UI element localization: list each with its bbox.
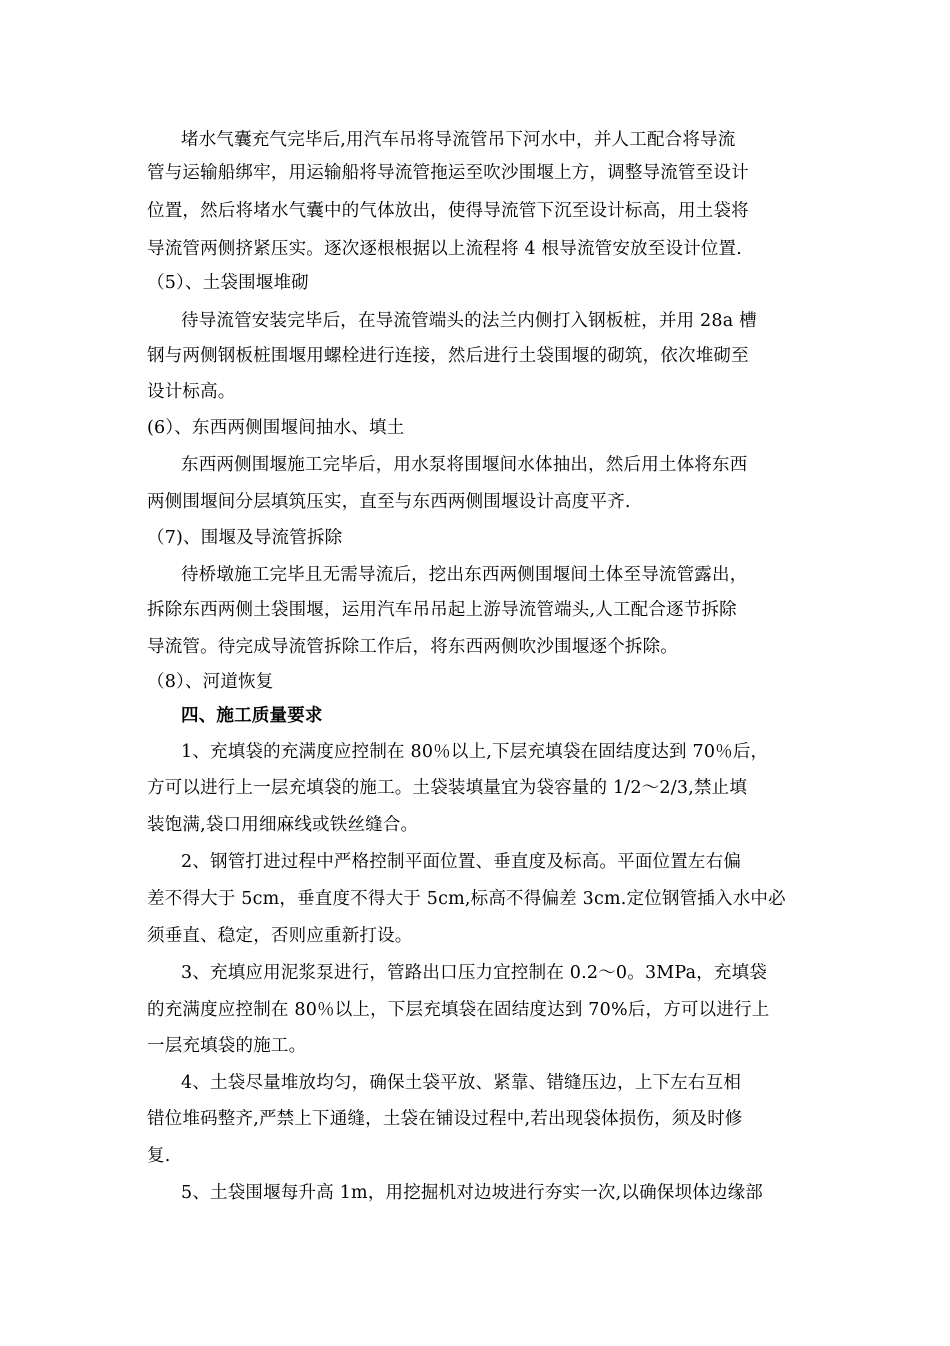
text-line: 方可以进行上一层充填袋的施工。土袋装填量宜为袋容量的 1/2～2/3,禁止填 <box>147 778 748 798</box>
text-line: 5、土袋围堰每升高 1m，用挖掘机对边坡进行夯实一次,以确保坝体边缘部 <box>181 1183 763 1203</box>
chapter-heading: 四、施工质量要求 <box>181 706 323 726</box>
section-heading: （8）、河道恢复 <box>147 672 274 692</box>
text-line: 管与运输船绑牢，用运输船将导流管拖运至吹沙围堰上方，调整导流管至设计 <box>147 163 749 183</box>
text-line: 堵水气囊充气完毕后,用汽车吊将导流管吊下河水中，并人工配合将导流 <box>181 130 736 150</box>
text-line: 复. <box>147 1146 171 1166</box>
text-line: 导流管。待完成导流管拆除工作后，将东西两侧吹沙围堰逐个拆除。 <box>147 637 678 657</box>
section-heading: （5）、土袋围堰堆砌 <box>147 273 309 293</box>
text-line: 设计标高。 <box>147 382 236 402</box>
text-line: 拆除东西两侧土袋围堰，运用汽车吊吊起上游导流管端头,人工配合逐节拆除 <box>147 600 737 620</box>
text-line: 钢与两侧钢板桩围堰用螺栓进行连接，然后进行土袋围堰的砌筑，依次堆砌至 <box>147 346 749 366</box>
text-line: 须垂直、稳定，否则应重新打设。 <box>147 926 413 946</box>
section-heading: （7)、围堰及导流管拆除 <box>147 528 343 548</box>
text-line: 一层充填袋的施工。 <box>147 1036 307 1056</box>
text-line: 2、钢管打进过程中严格控制平面位置、垂直度及标高。平面位置左右偏 <box>181 852 742 872</box>
text-line: 东西两侧围堰施工完毕后，用水泵将围堰间水体抽出，然后用土体将东西 <box>181 455 748 475</box>
text-line: 导流管两侧挤紧压实。逐次逐根根据以上流程将 4 根导流管安放至设计位置. <box>147 239 743 259</box>
text-line: 两侧围堰间分层填筑压实，直至与东西两侧围堰设计高度平齐. <box>147 492 631 512</box>
text-line: 待导流管安装完毕后，在导流管端头的法兰内侧打入钢板桩，并用 28a 槽 <box>181 311 757 331</box>
text-line: 装饱满,袋口用细麻线或铁丝缝合。 <box>147 815 419 835</box>
text-line: 的充满度应控制在 80％以上，下层充填袋在固结度达到 70%后，方可以进行上 <box>147 1000 770 1020</box>
text-line: 位置，然后将堵水气囊中的气体放出，使得导流管下沉至设计标高，用土袋将 <box>147 201 749 221</box>
text-line: 1、充填袋的充满度应控制在 80％以上,下层充填袋在固结度达到 70％后， <box>181 742 769 762</box>
text-line: 差不得大于 5cm，垂直度不得大于 5cm,标高不得偏差 3cm.定位钢管插入水中必 <box>147 889 786 909</box>
section-heading: (6）、东西两侧围堰间抽水、填土 <box>147 418 405 438</box>
text-line: 4、土袋尽量堆放均匀，确保土袋平放、紧靠、错缝压边，上下左右互相 <box>181 1073 742 1093</box>
text-line: 待桥墩施工完毕且无需导流后，挖出东西两侧围堰间土体至导流管露出， <box>181 565 748 585</box>
text-line: 错位堆码整齐,严禁上下通缝，土袋在铺设过程中,若出现袋体损伤，须及时修 <box>147 1109 743 1129</box>
text-line: 3、充填应用泥浆泵进行，管路出口压力宜控制在 0.2～0。3MPa，充填袋 <box>181 963 768 983</box>
